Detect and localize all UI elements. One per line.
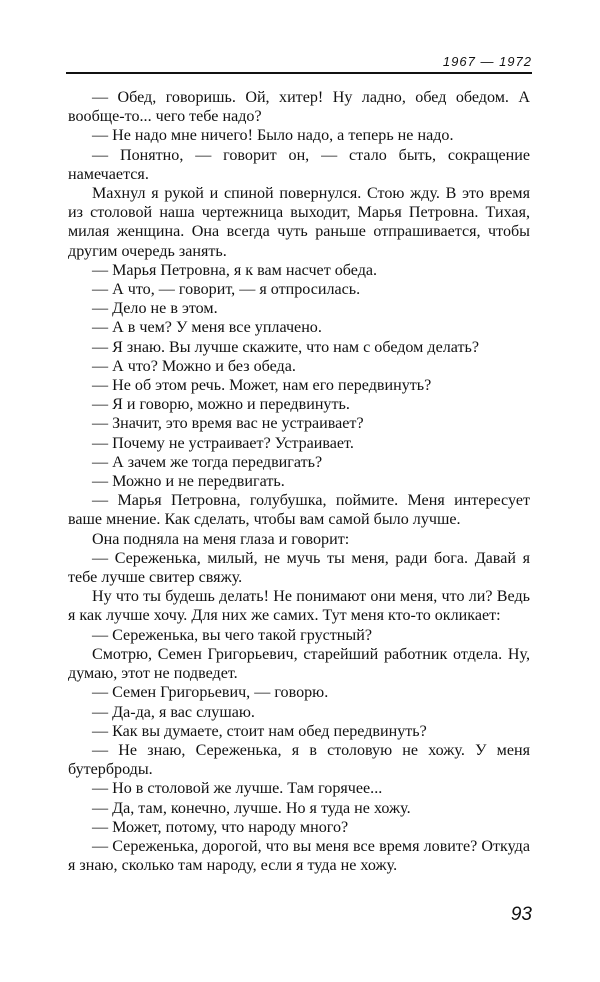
paragraph: — Обед, говоришь. Ой, хитер! Ну ладно, обед обедом. А вообще-то... чего тебе надо? bbox=[68, 89, 530, 126]
paragraph: — Марья Петровна, голубушка, поймите. Меня интересует ваше мнение. Как сделать, чтобы вам самой было лучше. bbox=[68, 492, 530, 529]
paragraph: — Я и говорю, можно и передвинуть. bbox=[92, 396, 350, 414]
paragraph: — Не знаю, Сереженька, я в столовую не хожу. У меня бутерброды. bbox=[68, 741, 530, 779]
paragraph: Махнул я рукой и спиной повернулся. Стою жду. В это время из столовой наша чертежница выходит, Марья Петровна. Тихая, милая женщина. Она всегда чуть раньше отпрашивается, чтобы другим очередь занять. bbox=[68, 185, 530, 260]
paragraph: — Но в столовой же лучше. Там горячее... bbox=[92, 780, 383, 798]
paragraph: — Сереженька, милый, не мучь ты меня, ради бога. Давай я тебе лучше свитер свяжу. bbox=[68, 549, 530, 587]
paragraph: — Может, потому, что народу много? bbox=[92, 818, 349, 836]
paragraph: — А что, — говорит, — я отпросилась. bbox=[92, 281, 361, 299]
paragraph: — Семен Григорьевич, — говорю. bbox=[92, 684, 329, 702]
paragraph: — Почему не устраивает? Устраивает. bbox=[92, 434, 354, 452]
paragraph: — Сереженька, дорогой, что вы меня все время ловите? Откуда я знаю, сколько там народу, если я туда не хожу. bbox=[68, 837, 530, 875]
page-number: 93 bbox=[510, 904, 532, 925]
paragraph: — Не надо мне ничего! Было надо, а теперь не надо. bbox=[92, 127, 454, 145]
paragraph: Ну что ты будешь делать! Не понимают они меня, что ли? Ведь я как лучше хочу. Для них же самих. Тут меня кто-то окликает: bbox=[68, 588, 530, 625]
paragraph: — Дело не в этом. bbox=[92, 300, 218, 318]
running-head: 1967 — 1972 bbox=[442, 54, 532, 69]
paragraph: — Можно и не передвигать. bbox=[92, 473, 285, 491]
paragraph: — Как вы думаете, стоит нам обед передвинуть? bbox=[92, 722, 427, 740]
paragraph: — Значит, это время вас не устраивает? bbox=[92, 415, 364, 433]
paragraph: — Марья Петровна, я к вам насчет обеда. bbox=[92, 261, 378, 279]
paragraph: — А в чем? У меня все уплачено. bbox=[92, 319, 322, 337]
paragraph: — Да-да, я вас слушаю. bbox=[92, 703, 255, 721]
paragraph: — Не об этом речь. Может, нам его передвинуть? bbox=[92, 377, 432, 395]
paragraph: — Я знаю. Вы лучше скажите, что нам с обедом делать? bbox=[92, 338, 479, 356]
paragraph: — А что? Можно и без обеда. bbox=[92, 357, 296, 375]
paragraph: — Да, там, конечно, лучше. Но я туда не хожу. bbox=[92, 799, 411, 817]
header-rule bbox=[66, 72, 532, 74]
paragraph: Она подняла на меня глаза и говорит: bbox=[92, 530, 350, 548]
body-text bbox=[68, 88, 530, 875]
paragraph: — Понятно, — говорит он, — стало быть, сокращение намечается. bbox=[68, 146, 530, 183]
paragraph: Смотрю, Семен Григорьевич, старейший работник отдела. Ну, думаю, этот не подведет. bbox=[68, 645, 530, 683]
paragraph: — Сереженька, вы чего такой грустный? bbox=[92, 626, 372, 644]
paragraph: — А зачем же тогда передвигать? bbox=[92, 453, 323, 471]
